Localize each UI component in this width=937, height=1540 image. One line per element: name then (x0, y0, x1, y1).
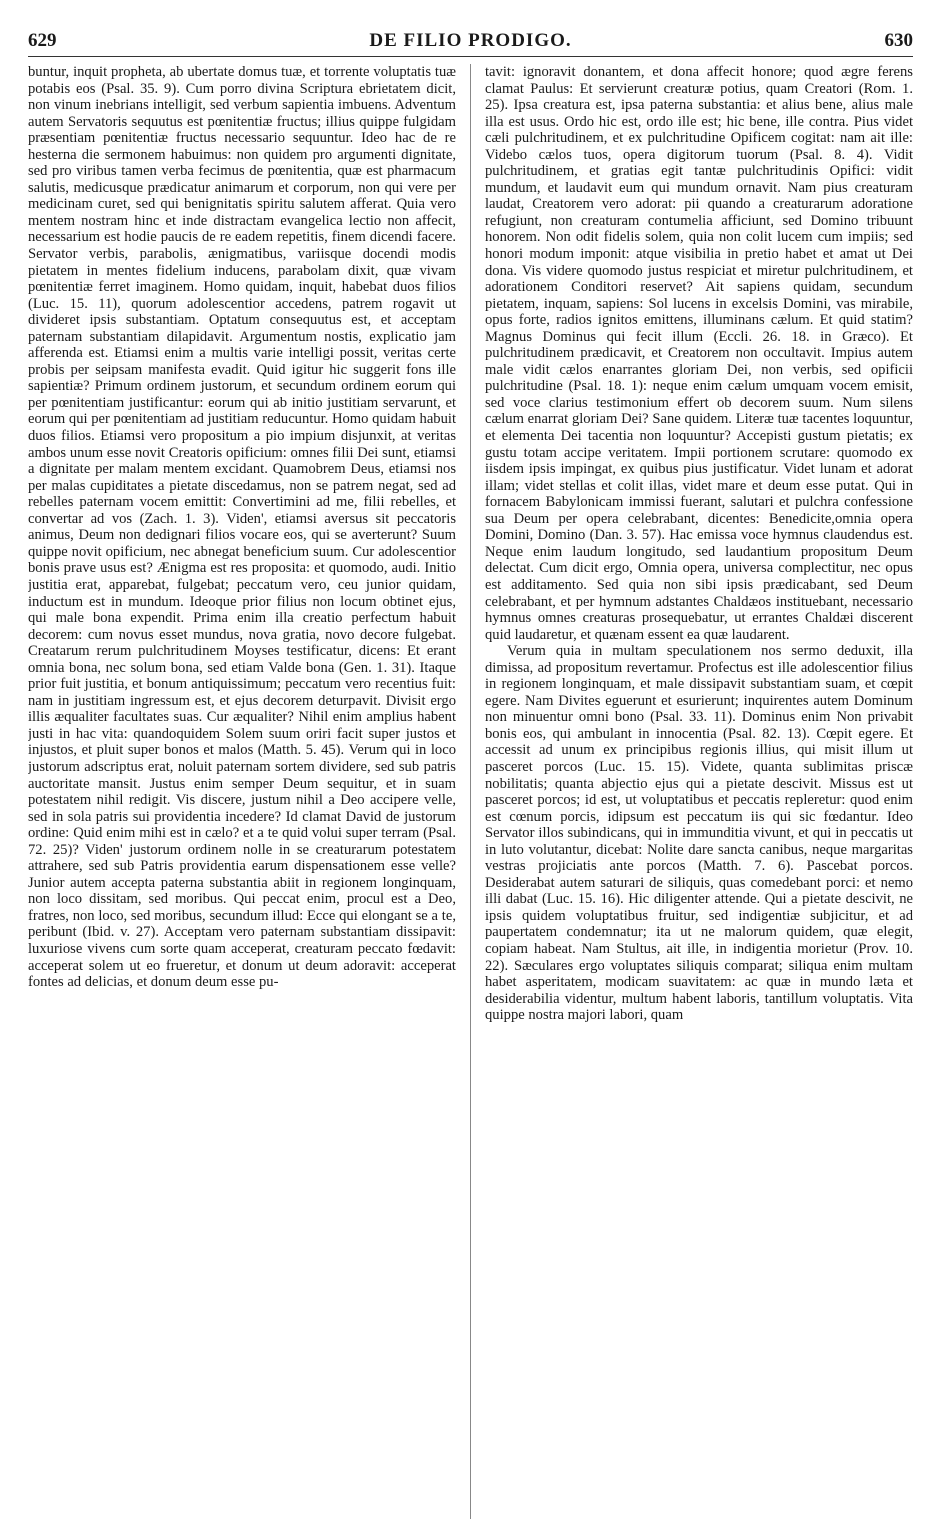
page-header (28, 22, 913, 57)
page-number-left: 629 (28, 30, 57, 51)
left-column (28, 64, 456, 1519)
text-columns (28, 64, 913, 1519)
page-number-right: 630 (884, 30, 913, 51)
running-title: DE FILIO PRODIGO. (369, 30, 572, 51)
page (28, 22, 913, 1522)
right-paragraph-2: Verum quia in multam speculationem nos sermo deduxit, illa dimissa, ad propositum revertamur. Profectus est ille adolescentior filius in regionem longinquam, et male dissipavit substantiam suam, et cœpit egere. Nam Divites eguerunt et esurierunt; inquirentes autem Dominum non minuentur omni bono (Psal. 33. 11). Dominus enim Non privabit bonis eos, qui ambulant in innocentia (Psal. 82. 13). Cœpit egere. Et accessit ad unum ex principibus regionis illius, qui misit illum ut pasceret porcos (Luc. 15. 15). Videte, quanta sublimitas priscæ nobilitatis; quanta abjectio ejus qui a pietate descivit. Missus est ut pasceret porcos; id est, ut voluptatibus et peccatis repleretur: quod enim est cœnum porcis, idipsum est peccatum iis qui sic fœdantur. Ideo Servator illos subindicans, qui in immunditia vivunt, et qui in peccatis ut in luto volutantur, dicebat: Nolite dare sancta canibus, neque margaritas vestras projiciatis ante porcos (Matth. 7. 6). Pascebat porcos. Desiderabat autem saturari de siliquis, quas comedebant porci: et nemo illi dabat (Luc. 15. 16). Hic diligenter attende. Qui a pietate descivit, ne ipsis quidem voluptatibus fruitur, sed indigentiæ subjicitur, et ad paupertatem condemnatur; ita ut ne malorum quidem, quæ elegit, copiam habeat. Nam Stultus, ait ille, in indigentia morietur (Prov. 10. 22). Sæculares ergo voluptates siliquis comparat; siliqua enim multam habet asperitatem, modicam suavitatem: ac quæ in mundo læta et desiderabilia videntur, multum habent laboris, tantillum voluptatis. Vita quippe nostra majori labori, quam (485, 643, 913, 1024)
right-paragraph-1: tavit: ignoravit donantem, et dona affecit honore; quod ægre ferens clamat Paulus: Et servierunt creaturæ potius, quam Creatori (Rom. 1. 25). Ipsa creatura est, ipsa paterna substantia: et alius bene, alius male illa est usus. Ordo hic est, ordo ille est; hic bene, ille contra. Pius videt cæli pulchritudinem, et ex pulchritudine Opificem cogitat: nam ait ille: Videbo cælos tuos, opera digitorum tuorum (Psal. 8. 4). Vidit pulchritudinem, et gratias egit tantæ pulchritudinis Opifici: vidit mundum, et laudavit eum qui mundum ornavit. Nam pius creaturam laudat, Creatorem vero adorat: pii quando a creaturarum adoratione refugiunt, non creaturam contumelia afficiunt, sed Domino tribuunt honorem. Non odit fidelis solem, quia non colit lucem cum impiis; sed honori modum imponit: atque visibilia in pretio habet et amat ut Dei dona. Vis videre quomodo justus respiciat et miretur pulchritudinem, et adorationem Conditori reservet? Ait sapiens quidam, secundum pietatem, inquam, sapiens: Sol lucens in excelsis Domini, vas mirabile, opus forte, radios ignitos emittens, illuminans cælum. Et quid statim? Magnus Dominus qui fecit illum (Eccli. 26. 18. in Græco). Et pulchritudinem prædicavit, et Creatorem non occultavit. Impius autem male vidit cælos enarrantes gloriam Dei, non verbis, sed opificii pulchritudine (Psal. 18. 1): neque enim cælum umquam vocem emisit, sed voce clarius testimonium effert ob decorem suum. Num silens cælum enarrat gloriam Dei? Sane quidem. Literæ tuæ tacentes loquuntur, et elementa Dei tacentia non loquuntur? Accepisti gustum pietatis; ex gustu totam accipe veritatem. Impii portionem scrutare: quomodo ex iisdem ipsis impingat, ex quibus pius justificatur. Videt lunam et adorat illam; videt stellas et colit illas, videt mare et deum esse putat. Qui in fornacem Babylonicam immissi fuerant, salutari et pulchra confessione sua Deum per opera celebrabant, dicentes: Benedicite,omnia opera Domini, Domino (Dan. 3. 57). Hac emissa voce hymnus claudendus est. Neque enim laudum longitudo, sed laudantium propositum Deum delectat. Cum dicit ergo, Omnia opera, universa complectitur, nec opus est additamento. Sed quia non sibi ipsis prædicabant, sed Deum celebrabant, et per hymnum adstantes Chaldæos instituebant, necessario hymnus omnes creaturas prosequebatur, ut errantes Chaldæi discerent quid laudaretur, et quænam essent ea quæ laudarent. (485, 64, 913, 643)
right-column (485, 64, 913, 1519)
left-paragraph-1: buntur, inquit propheta, ab ubertate domus tuæ, et torrente voluptatis tuæ potabis eos (Psal. 35. 9). Cum porro divina Scriptura ebrietatem dicit, non vinum inebrians intelligit, sed verbum sapientia imbuens. Adventum autem Servatoris sequutus est pœnitentiæ fructus; illius quippe fulgidam præsentiam pœnitentiæ fructus necessario sequuntur. Ideo hac de re hesterna die sermonem habuimus: non quidem pro argumenti dignitate, sed pro viribus tamen verba fecimus de pœnitentia, quæ est pharmacum salutis, medicusque prædicatur animarum et corporum, non qui vere per medicinam curet, sed qui benignitatis spiritu salutem afferat. Quia vero mentem nostram hinc et inde distractam evangelica lectio non affecit, necessarium est hodie paucis de re eadem repetitis, finem dicendi facere. Servator verbis, parabolis, ænigmatibus, variisque docendi modis pietatem in mentes fidelium inducens, parabolam dixit, quæ vivam pœnitentiæ ferret imaginem. Homo quidam, inquit, habebat duos filios (Luc. 15. 11), quorum adolescentior accedens, patrem rogavit ut divideret ipsis substantiam. Optatum consequutus est, et acceptam paternam substantiam dilapidavit. Argumentum nostis, explicatio jam afferenda est. Etiamsi enim a multis varie intelligi possit, veritas certe probis per seipsam manifesta evadit. Quid igitur hic suggerit fons ille sapientiæ? Primum ordinem justorum, et secundum ordinem eorum qui per pœnitentiam justificantur: eorum qui ab initio justitiam servarunt, et eorum qui per pœnitentiam ad justitiam reducuntur. Homo quidam habuit duos filios. Etiamsi vero propositum a pio impium disjunxit, at veritas ambos unum esse novit Creatoris opificium: omnes filii Dei sunt, etiamsi a dignitate per malam mentem excidant. Quamobrem Deus, etiamsi nos per malas cupiditates a pietate discedamus, non se patrem negat, sed ad rebelles paternam vocem emittit: Convertimini ad me, filii rebelles, et convertar ad vos (Zach. 1. 3). Viden', etiamsi aversus sit peccatoris animus, Deum non dedignari filios vocare eos, qui se averterunt? Suum quippe novit opificium, nec abnegat beneficium suum. Cur adolescentior bonis prave usus est? Ænigma est res proposita: et quomodo, audi. Initio justitia erat, apparebat, fulgebat; peccatum vero, ceu junior quidam, inductum est in mundum. Ideoque prior filius non locum obtinet ejus, qui male bona expendit. Prima enim illa creatio perfectum habuit decorem: cum novus esset mundus, nova gratia, novo decore fulgebat. Creatarum rerum pulchritudinem Moyses testificatur, dicens: Et erant omnia bona, nec solum bona, sed etiam Valde bona (Gen. 1. 31). Itaque prior fuit justitia, et bonum antiquissimum; peccatum vero recentius fuit: nam in justitiam ingressum est, et ejus decorem deturpavit. Divisit ergo illis æqualiter facultates suas. Cur æqualiter? Nihil enim amplius habent justi in hac vita: quandoquidem Solem suum oriri facit super justos et injustos, et pluit super bonos et malos (Matth. 5. 45). Verum qui in loco justorum adscriptus erat, noluit paternam sortem dividere, sed sub patris auctoritate mansit. Justus enim semper Deum sequitur, et in suam potestatem nihil redigit. Vis discere, justum nihil a Deo accipere velle, sed in sola patris sui providentia incedere? Id clamat David de justorum ordine: Quid enim mihi est in cælo? et a te quid volui super terram (Psal. 72. 25)? Viden' justorum ordinem nolle in se creaturarum potestatem attrahere, sed sub Patris providentia earum dispensationem esse velle? Junior autem accepta paterna substantia abiit in regionem longinquam, non loco dissitam, sed moribus. Qui peccat enim, procul est a Deo, fratres, non loco, sed moribus, secundum illud: Ecce qui elongant se a te, peribunt (Ibid. v. 27). Acceptam vero paternam substantiam dissipavit: luxuriose vivens cum sorte quam acceperat, creaturam peccato fœdavit: acceperat solem ut eo frueretur, et donum ut deum adoravit: acceperat fontes ad delicias, et donum deum esse pu- (28, 64, 456, 991)
column-divider (470, 64, 471, 1519)
